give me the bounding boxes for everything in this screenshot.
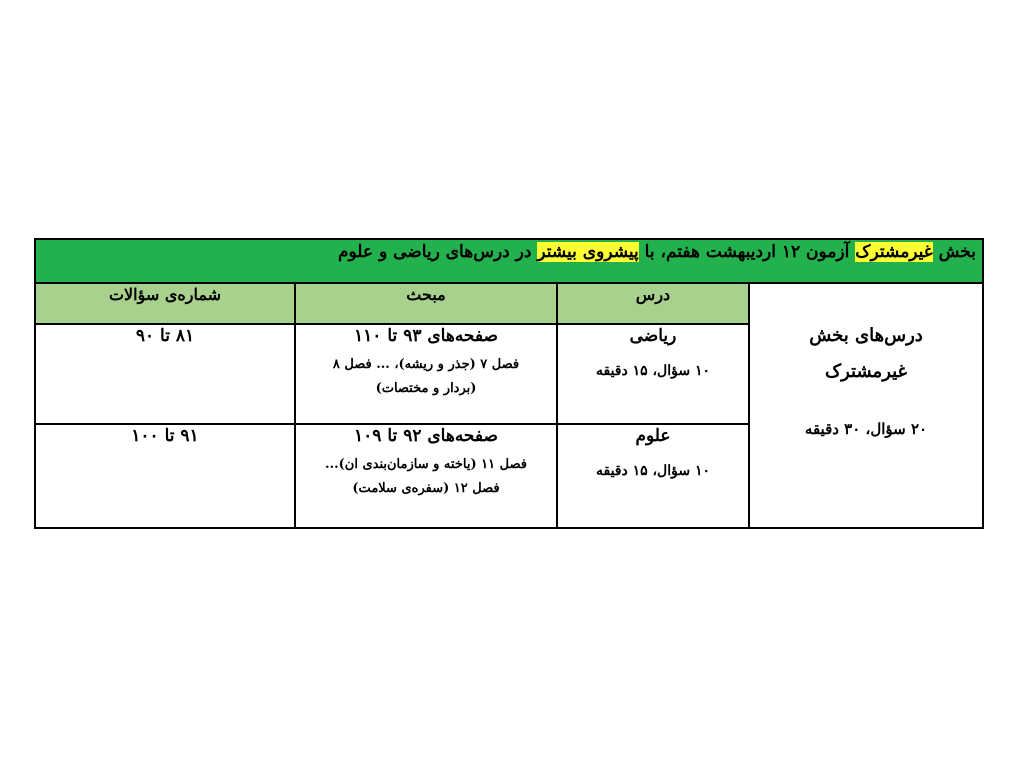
question-range: ۹۱ تا ۱۰۰ <box>131 426 199 446</box>
topic-pages: صفحه‌های ۹۳ تا ۱۱۰ <box>354 326 498 346</box>
subject-name: علوم <box>635 426 671 446</box>
header-subject: درس <box>557 283 749 324</box>
subject-cell-science <box>557 424 749 528</box>
side-cell <box>749 283 983 528</box>
topic-chapters-line2: (بردار و مختصات) <box>375 381 477 396</box>
topic-cell-math <box>295 324 557 424</box>
side-summary: ۲۰ سؤال، ۳۰ دقیقه <box>804 420 928 438</box>
exam-schedule-document <box>36 238 984 530</box>
subject-detail: ۱۰ سؤال، ۱۵ دقیقه <box>595 363 710 379</box>
schedule-table <box>34 238 984 529</box>
question-range: ۸۱ تا ۹۰ <box>135 326 195 346</box>
topic-pages: صفحه‌های ۹۲ تا ۱۰۹ <box>354 426 498 446</box>
title-part3: در درس‌های ریاضی و علوم <box>337 242 538 262</box>
topic-chapters-line2: فصل ۱۲ (سفره‌ی سلامت) <box>352 481 500 496</box>
topic-chapters-line1: فصل ۷ (جذر و ریشه)، ... فصل ۸ <box>332 357 520 372</box>
subject-detail: ۱۰ سؤال، ۱۵ دقیقه <box>595 463 710 479</box>
header-topic: مبحث <box>295 283 557 324</box>
topic-cell-science <box>295 424 557 528</box>
side-title-line2: غیرمشترک <box>825 361 907 382</box>
table-title <box>35 239 983 283</box>
questions-cell-math <box>35 324 295 424</box>
subject-cell-math <box>557 324 749 424</box>
title-highlight-progress: پیشروی بیشتر <box>537 242 639 262</box>
title-part2: آزمون ۱۲ اردیبهشت هفتم، با <box>638 242 856 262</box>
side-title-line1: درس‌های بخش <box>809 325 923 346</box>
title-part1: بخش <box>932 242 976 262</box>
topic-chapters-line1: فصل ۱۱ (یاخته و سازمان‌بندی ان)... <box>325 457 527 472</box>
title-highlight-noncommon: غیرمشترک <box>855 242 933 262</box>
header-questions: شماره‌ی سؤالات <box>35 283 295 324</box>
questions-cell-science <box>35 424 295 528</box>
subject-name: ریاضی <box>629 326 677 346</box>
side-title <box>750 318 982 390</box>
